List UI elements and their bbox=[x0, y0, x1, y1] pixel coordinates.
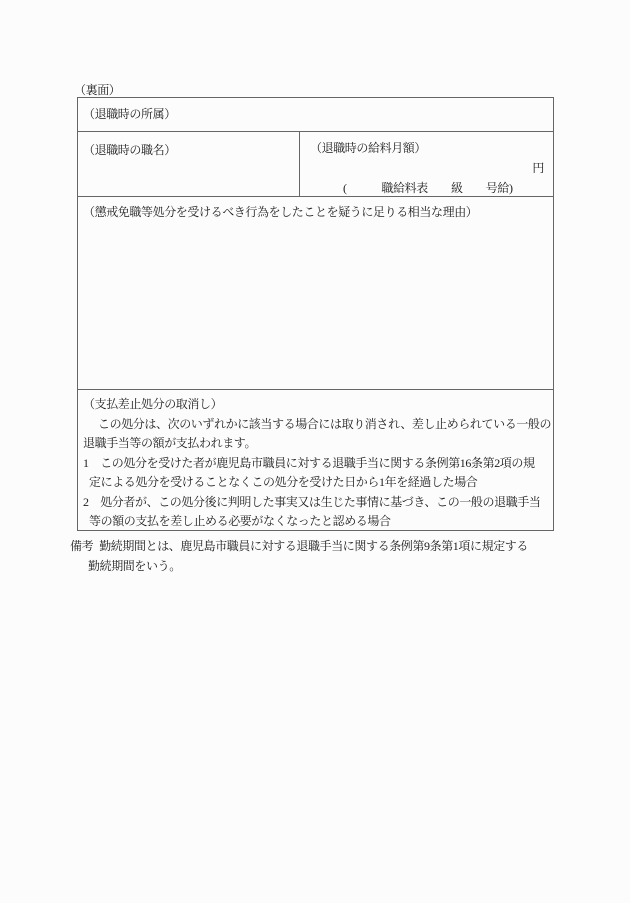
salary-cell bbox=[300, 132, 553, 196]
remarks-label: 備考 bbox=[70, 539, 94, 553]
affiliation-cell bbox=[78, 98, 553, 131]
jobtitle-salary-row bbox=[78, 131, 553, 196]
cancellation-item-2-line-1: 2 処分者が、この処分後に判明した事実又は生じた事情に基づき、この一般の退職手当 bbox=[83, 494, 541, 509]
cancellation-item-1-line-2: 定による処分を受けることなくこの処分を受けた日から1年を経過した場合 bbox=[89, 475, 478, 489]
salary-label: （退職時の給料月額） bbox=[310, 141, 427, 155]
yen-unit-label: 円 bbox=[532, 161, 544, 175]
cancellation-line-2: 退職手当等の額が支払われます。 bbox=[83, 436, 257, 450]
remarks-line-1 bbox=[70, 536, 570, 556]
reason-cell bbox=[78, 196, 553, 389]
remarks-line-1-text: 勤続期間とは、鹿児島市職員に対する退職手当に関する条例第9条第1項に規定する bbox=[99, 539, 529, 553]
job-title-cell bbox=[78, 132, 300, 196]
cancellation-item-2-line-2: 等の額の支払を差し止める必要がなくなったと認める場合 bbox=[89, 514, 391, 528]
salary-grade-blank-line: ( 職給料表 級 号給) bbox=[343, 181, 513, 195]
job-title-label: （退職時の職名） bbox=[83, 143, 176, 157]
cancellation-item-1-line-1: 1 この処分を受けた者が鹿児島市職員に対する退職手当に関する条例第16条第2項の規 bbox=[83, 455, 535, 470]
cancellation-cell bbox=[78, 389, 553, 532]
reason-label: （懲戒免職等処分を受けるべき行為をしたことを疑うに足りる相当な理由） bbox=[83, 205, 478, 219]
page-side-label: （裏面） bbox=[74, 83, 121, 97]
cancellation-title: （支払差止処分の取消し） bbox=[83, 397, 223, 411]
cancellation-line-1: この処分は、次のいずれかに該当する場合には取り消され、差し止められている一般の bbox=[98, 416, 552, 431]
affiliation-label: （退職時の所属） bbox=[83, 107, 176, 121]
remarks-line-2: 勤続期間をいう。 bbox=[88, 559, 181, 573]
remarks-note bbox=[70, 536, 570, 576]
form-table bbox=[77, 97, 554, 531]
